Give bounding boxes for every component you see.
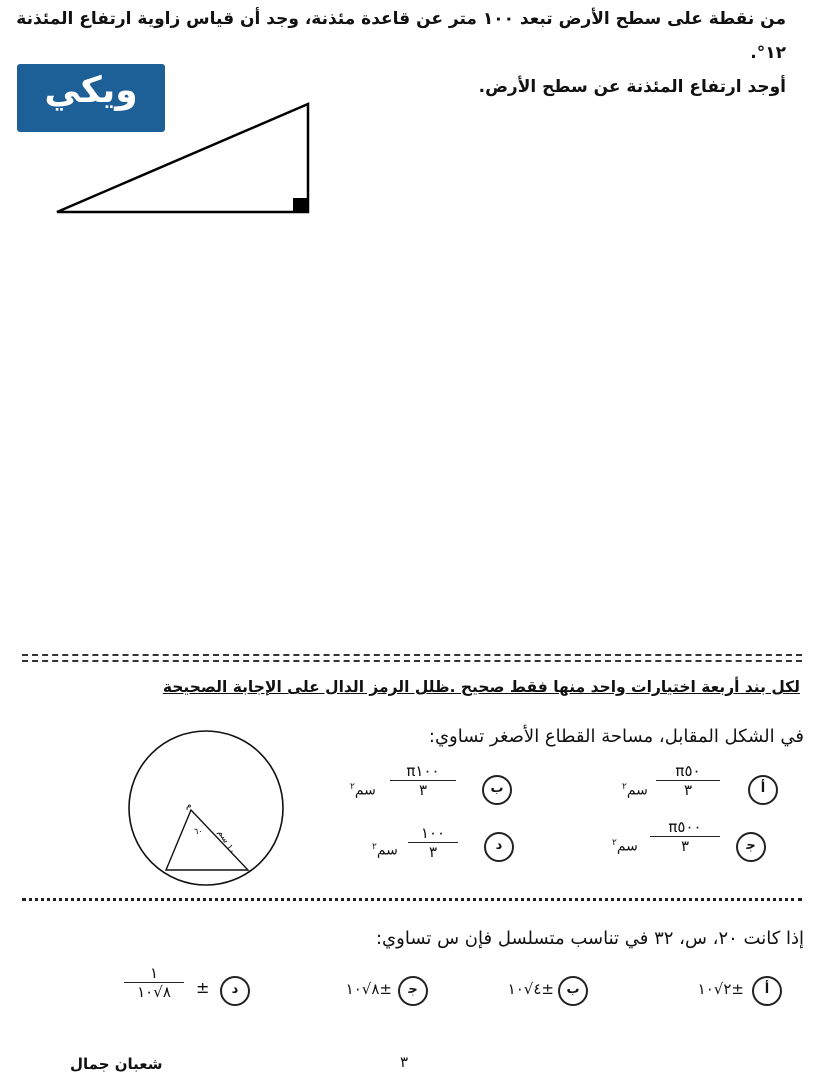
option-b2-value: ±٤√١٠ — [507, 980, 554, 998]
option-j-fraction: π٥٠٠ ٣ — [650, 818, 720, 855]
option-d-unit: سم$^٢$ — [372, 842, 398, 859]
section-divider — [22, 654, 802, 656]
option-b-unit: سم$^٢$ — [350, 782, 376, 799]
option-d-fraction: ١٠٠ ٣ — [408, 824, 458, 861]
option-j-unit: سم$^٢$ — [612, 838, 638, 855]
angle-label: ٦٠ — [194, 827, 203, 836]
option-d-circle[interactable]: د — [484, 832, 514, 862]
option-d2-sign: ± — [196, 978, 210, 997]
section-divider — [22, 660, 802, 662]
option-b-fraction: π١٠٠ ٣ — [390, 762, 456, 799]
question-1-line-1: من نقطة على سطح الأرض تبعد ١٠٠ متر عن قاعدة مئذنة، وجد أن قياس زاوية ارتفاع المئذنة ١٢°. — [16, 9, 786, 63]
question-1-line-2: أوجد ارتفاع المئذنة عن سطح الأرض. — [478, 77, 786, 97]
option-a-fraction: π٥٠ ٣ — [656, 762, 720, 799]
center-label: م — [186, 801, 192, 811]
right-triangle-figure — [50, 98, 315, 218]
option-b2-circle[interactable]: ب — [558, 976, 588, 1006]
dotted-divider — [22, 898, 802, 901]
option-d2-fraction: ١ ٨√١٠ — [124, 964, 184, 1001]
mcq-1-question: في الشكل المقابل، مساحة القطاع الأصغر تساوي: — [428, 726, 804, 747]
option-a-unit: سم$^٢$ — [622, 782, 648, 799]
logo-text: ويكي — [44, 70, 138, 111]
option-j2-circle[interactable]: ﺟ — [398, 976, 428, 1006]
mcq-2-question: إذا كانت ٢٠، س، ٣٢ في تناسب متسلسل فإن س تساوي: — [375, 928, 804, 949]
circle-sector-figure — [126, 728, 286, 888]
option-j2-value: ±٨√١٠ — [345, 980, 392, 998]
option-b-circle[interactable]: ب — [482, 775, 512, 805]
option-a-circle[interactable]: أ — [748, 775, 778, 805]
option-j-circle[interactable]: ﺟ — [736, 832, 766, 862]
author-name: شعبان جمال — [70, 1055, 163, 1073]
radius-label: ١٠ سم — [215, 828, 238, 857]
option-d2-circle[interactable]: د — [220, 976, 250, 1006]
option-a2-value: ±٢√١٠ — [697, 980, 744, 998]
option-a2-circle[interactable]: أ — [752, 976, 782, 1006]
page-number: ٣ — [400, 1053, 409, 1071]
instructions: لكل بند أربعة اختيارات واحد منها فقط صحيح .ظلل الرمز الدال على الإجابة الصحيحة — [162, 678, 800, 696]
